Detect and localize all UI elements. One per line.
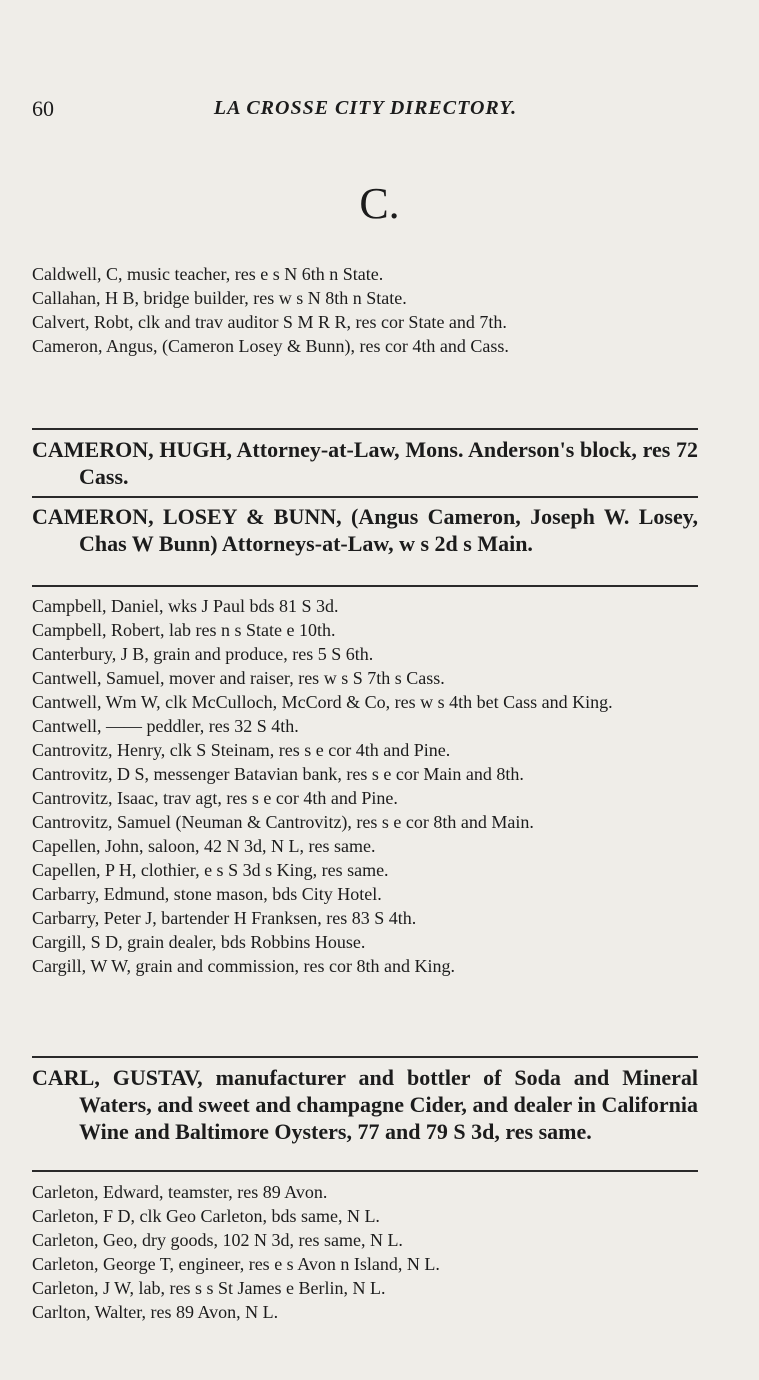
directory-entry: Capellen, P H, clothier, e s S 3d s King, res same. xyxy=(32,860,389,880)
page-number: 60 xyxy=(32,96,54,121)
directory-entry: Carleton, Edward, teamster, res 89 Avon. xyxy=(32,1182,328,1202)
directory-entry: Caldwell, C, music teacher, res e s N 6th n State. xyxy=(32,264,384,284)
section-letter: C. xyxy=(359,179,400,228)
directory-entry: Carbarry, Edmund, stone mason, bds City Hotel. xyxy=(32,884,382,904)
directory-entry: Calvert, Robt, clk and trav auditor S M R R, res cor State and 7th. xyxy=(32,312,507,332)
directory-entry: Carleton, George T, engineer, res e s Avon n Island, N L. xyxy=(32,1254,440,1274)
directory-entry: Cantwell, Wm W, clk McCulloch, McCord & Co, res w s 4th bet Cass and King. xyxy=(32,692,613,712)
directory-entry: Carleton, J W, lab, res s s St James e Berlin, N L. xyxy=(32,1278,386,1298)
directory-entry: Cantrovitz, Isaac, trav agt, res s e cor 4th and Pine. xyxy=(32,788,398,808)
directory-entry: Callahan, H B, bridge builder, res w s N 8th n State. xyxy=(32,288,407,308)
directory-entry: Cantrovitz, Samuel (Neuman & Cantrovitz), res s e cor 8th and Main. xyxy=(32,812,534,832)
bold-entry: CARL, GUSTAV, manufacturer and bottler of Soda and Mineral Waters, and sweet and champagne Cider, and dealer in California Wine and Baltimore Oysters, 77 and 79 S 3d, res same. xyxy=(32,1065,698,1144)
directory-entry: Capellen, John, saloon, 42 N 3d, N L, res same. xyxy=(32,836,376,856)
directory-entry: Campbell, Daniel, wks J Paul bds 81 S 3d. xyxy=(32,596,339,616)
directory-entry: Carbarry, Peter J, bartender H Franksen, res 83 S 4th. xyxy=(32,908,417,928)
divider-rule xyxy=(32,585,698,587)
bold-entry: CAMERON, HUGH, Attorney-at-Law, Mons. Anderson's block, res 72 Cass. xyxy=(32,437,698,489)
page-header xyxy=(32,96,699,130)
directory-entry: Campbell, Robert, lab res n s State e 10th. xyxy=(32,620,336,640)
directory-entry: Carleton, F D, clk Geo Carleton, bds same, N L. xyxy=(32,1206,380,1226)
directory-entry: Carlton, Walter, res 89 Avon, N L. xyxy=(32,1302,279,1322)
entry-group-3 xyxy=(32,1180,698,1324)
directory-entry: Cantrovitz, D S, messenger Batavian bank, res s e cor Main and 8th. xyxy=(32,764,524,784)
directory-entry: Cantwell, Samuel, mover and raiser, res w s S 7th s Cass. xyxy=(32,668,445,688)
directory-entry: Carleton, Geo, dry goods, 102 N 3d, res same, N L. xyxy=(32,1230,403,1250)
entry-group-2 xyxy=(32,594,698,978)
divider-rule xyxy=(32,496,698,498)
directory-entry: Cantrovitz, Henry, clk S Steinam, res s e cor 4th and Pine. xyxy=(32,740,451,760)
entry-group-1 xyxy=(32,262,698,358)
directory-entry: Cargill, W W, grain and commission, res cor 8th and King. xyxy=(32,956,455,976)
divider-rule xyxy=(32,1056,698,1058)
bold-entry: CAMERON, LOSEY & BUNN, (Angus Cameron, Joseph W. Losey, Chas W Bunn) Attorneys-at-Law, w s 2d s Main. xyxy=(32,504,698,556)
divider-rule xyxy=(32,1170,698,1172)
directory-entry: Cantwell, —— peddler, res 32 S 4th. xyxy=(32,716,299,736)
advertisement-hugh-cameron xyxy=(32,436,698,490)
directory-entry: Canterbury, J B, grain and produce, res 5 S 6th. xyxy=(32,644,374,664)
directory-entry: Cameron, Angus, (Cameron Losey & Bunn), res cor 4th and Cass. xyxy=(32,336,509,356)
divider-rule xyxy=(32,428,698,430)
running-title: LA CROSSE CITY DIRECTORY. xyxy=(213,97,518,119)
advertisement-carl-gustav xyxy=(32,1064,698,1145)
advertisement-cameron-losey-bunn xyxy=(32,503,698,557)
directory-entry: Cargill, S D, grain dealer, bds Robbins House. xyxy=(32,932,366,952)
